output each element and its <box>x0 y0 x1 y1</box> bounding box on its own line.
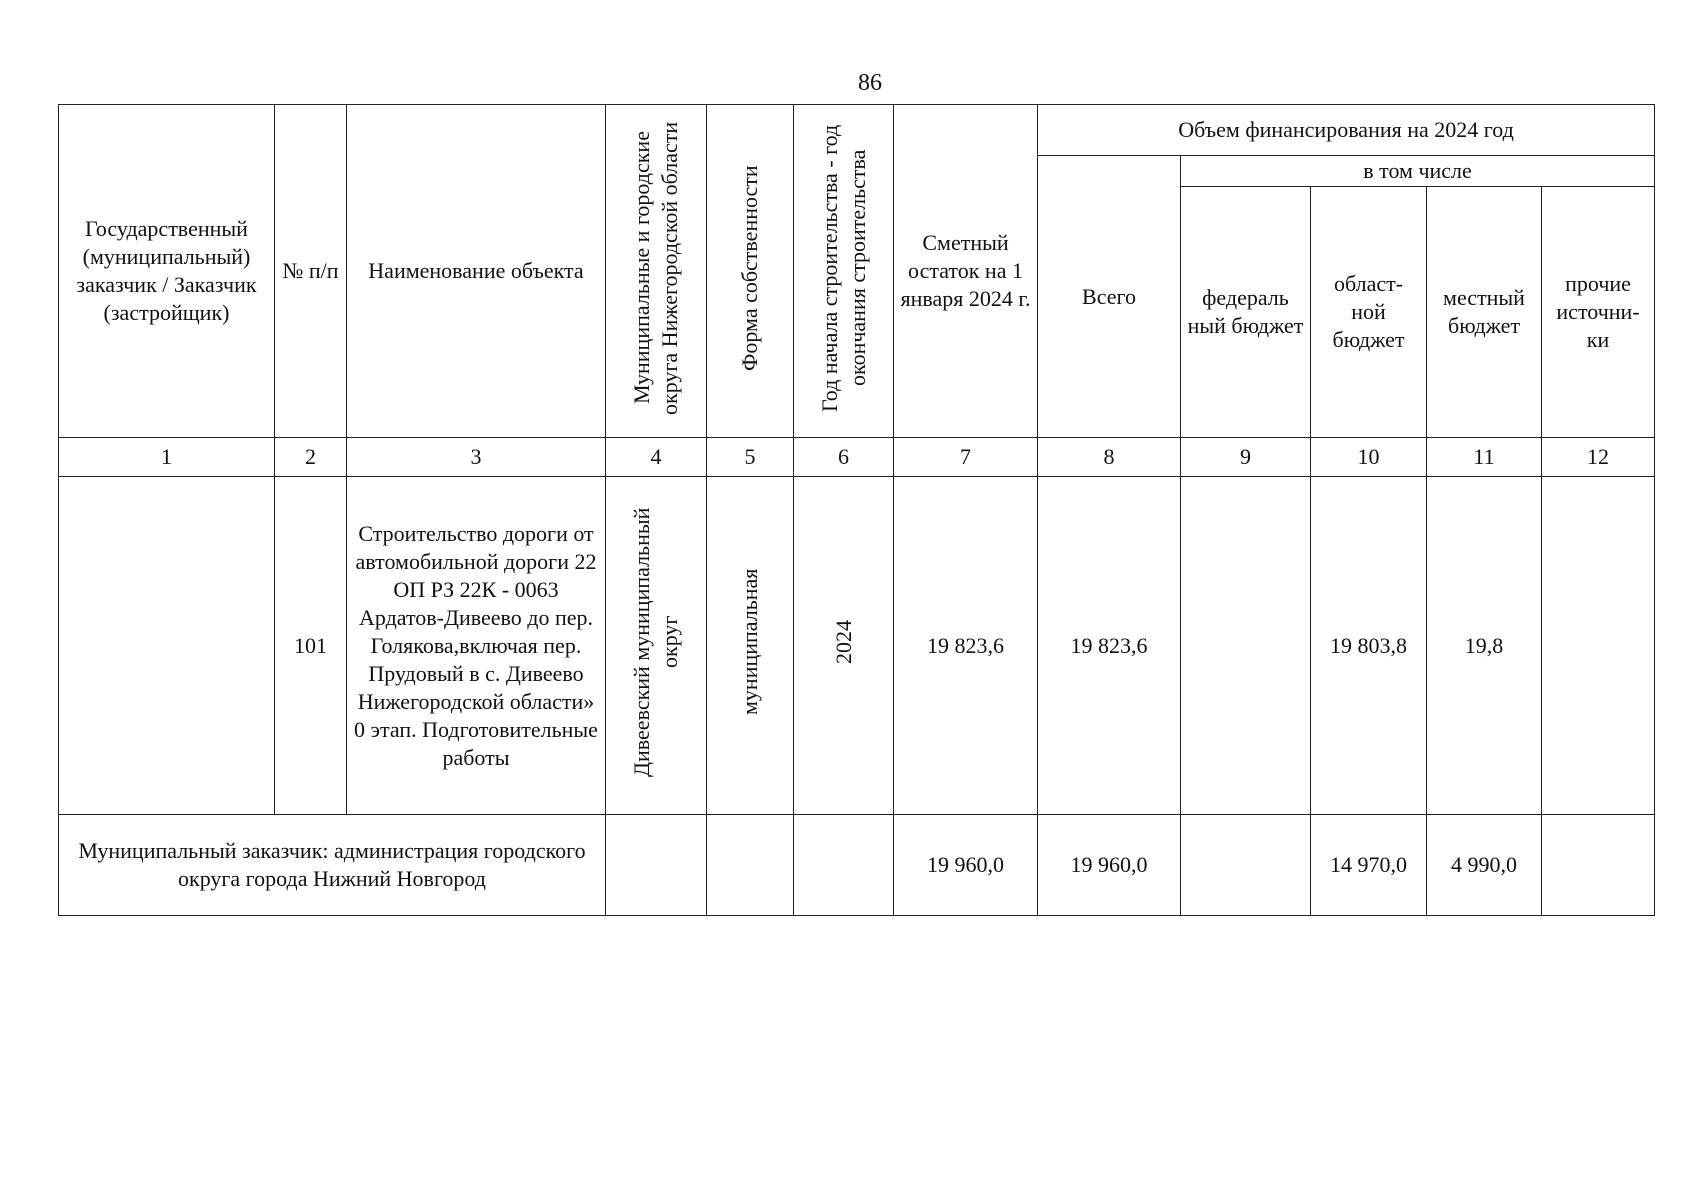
column-number: 10 <box>1311 438 1427 477</box>
page-number: 86 <box>858 70 882 96</box>
row-district-text: Дивеевский муниципальный округ <box>629 507 682 777</box>
summary-total: 19 960,0 <box>1038 815 1181 916</box>
header-including: в том числе <box>1181 156 1655 187</box>
summary-label: Муниципальный заказчик: администрация городского округа города Нижний Новгород <box>59 815 606 916</box>
header-years-text: Год начала строительства - год окончания строительства <box>816 123 870 412</box>
column-number: 8 <box>1038 438 1181 477</box>
row-number: 101 <box>275 477 347 815</box>
header-years <box>794 105 894 438</box>
header-customer: Государственный (муниципальный) заказчик / Заказчик (застройщик) <box>59 105 275 438</box>
header-federal: федераль ный бюджет <box>1181 187 1311 438</box>
row-years-text: 2024 <box>830 620 856 664</box>
table-row <box>59 477 1655 815</box>
header-number: № п/п <box>275 105 347 438</box>
row-ownership-text: муниципальная <box>737 568 762 716</box>
row-ownership <box>707 477 794 815</box>
row-other <box>1542 477 1655 815</box>
header-district-text: Муниципальные и городские округа Нижегородской области <box>629 120 682 415</box>
header-ownership-text: Форма собственности <box>737 164 762 371</box>
summary-empty <box>606 815 707 916</box>
column-number: 12 <box>1542 438 1655 477</box>
row-years <box>794 477 894 815</box>
row-district <box>606 477 707 815</box>
summary-empty <box>707 815 794 916</box>
header-estimate-balance: Сметный остаток на 1 января 2024 г. <box>894 105 1038 438</box>
column-number: 1 <box>59 438 275 477</box>
column-number: 5 <box>707 438 794 477</box>
row-object-name: Строительство дороги от автомобильной дороги 22 ОП РЗ 22К - 0063 Ардатов-Дивеево до пер. Голякова,включая пер. Прудовый в с. Дивеево Нижегородской области» 0 этап. Подготовительные работы <box>347 477 606 815</box>
column-number: 3 <box>347 438 606 477</box>
header-district <box>606 105 707 438</box>
header-total: Всего <box>1038 156 1181 438</box>
row-regional: 19 803,8 <box>1311 477 1427 815</box>
row-local: 19,8 <box>1427 477 1542 815</box>
column-number: 11 <box>1427 438 1542 477</box>
header-regional: област- ной бюджет <box>1311 187 1427 438</box>
header-local: местный бюджет <box>1427 187 1542 438</box>
header-ownership <box>707 105 794 438</box>
header-funding-group: Объем финансирования на 2024 год <box>1038 105 1655 156</box>
summary-estimate-balance: 19 960,0 <box>894 815 1038 916</box>
row-federal <box>1181 477 1311 815</box>
column-number: 6 <box>794 438 894 477</box>
row-estimate-balance: 19 823,6 <box>894 477 1038 815</box>
summary-row <box>59 815 1655 916</box>
header-other: прочие источни- ки <box>1542 187 1655 438</box>
column-number: 7 <box>894 438 1038 477</box>
column-number: 4 <box>606 438 707 477</box>
summary-federal <box>1181 815 1311 916</box>
summary-other <box>1542 815 1655 916</box>
column-numbers-row <box>59 438 1655 477</box>
column-number: 2 <box>275 438 347 477</box>
row-customer <box>59 477 275 815</box>
row-total: 19 823,6 <box>1038 477 1181 815</box>
column-number: 9 <box>1181 438 1311 477</box>
construction-financing-table <box>58 104 1655 916</box>
header-object-name: Наименование объекта <box>347 105 606 438</box>
summary-local: 4 990,0 <box>1427 815 1542 916</box>
summary-regional: 14 970,0 <box>1311 815 1427 916</box>
summary-empty <box>794 815 894 916</box>
